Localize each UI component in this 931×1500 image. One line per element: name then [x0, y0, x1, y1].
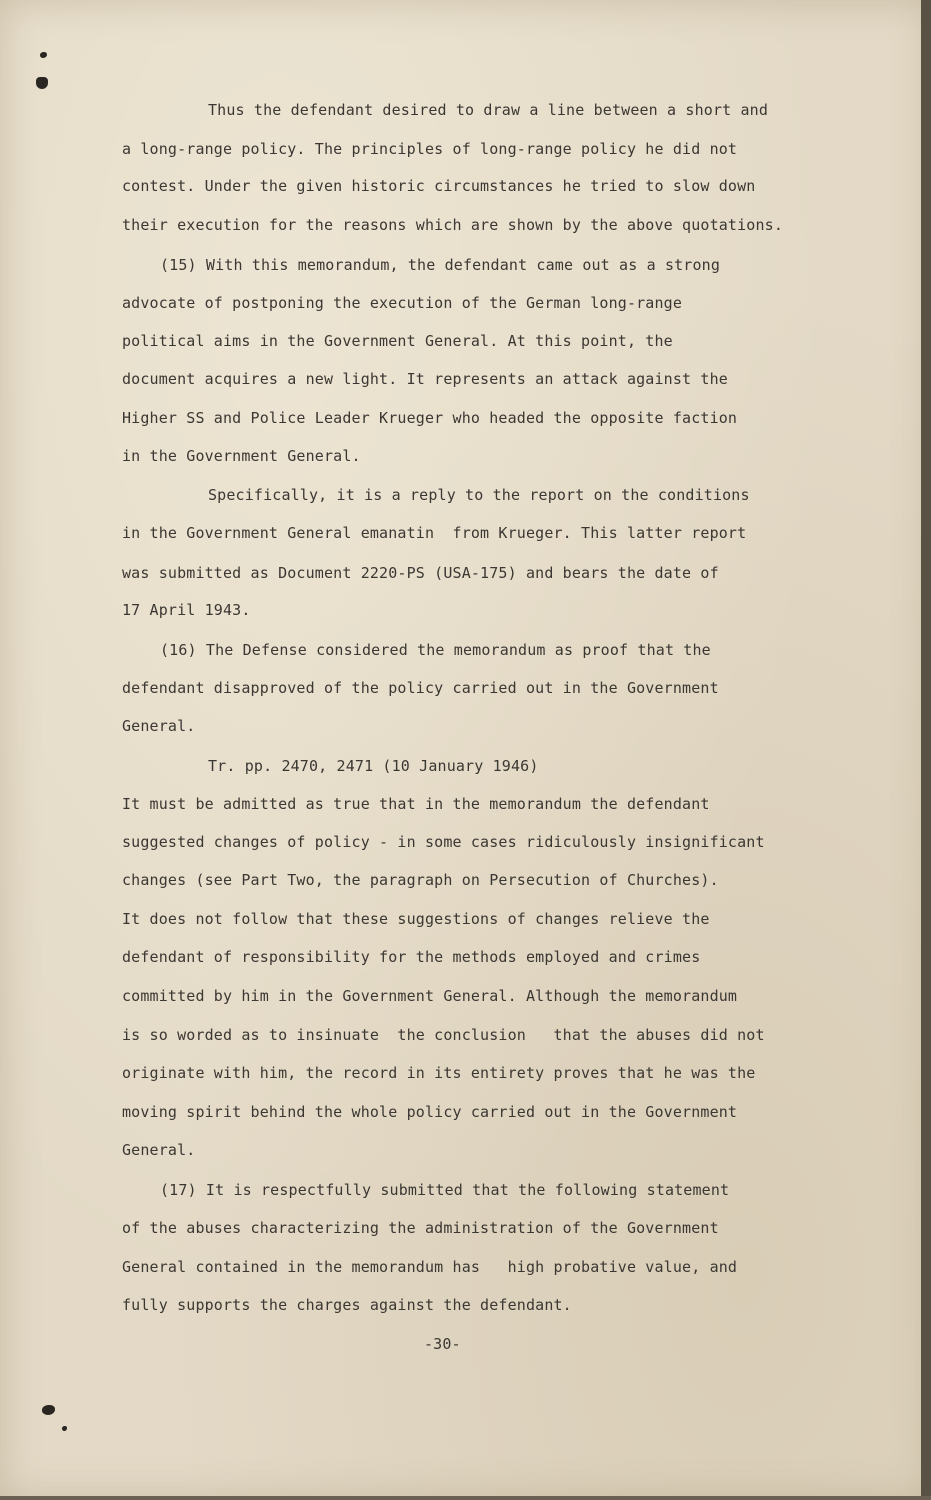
- text-line: (15) With this memorandum, the defendant came out as a strong: [160, 256, 721, 274]
- text-line: General contained in the memorandum has high probative value, and: [122, 1258, 738, 1276]
- text-line: 17 April 1943.: [122, 601, 251, 619]
- text-line: Specifically, it is a reply to the report on the conditions: [208, 486, 750, 504]
- text-line: (16) The Defense considered the memorandum as proof that the: [160, 641, 711, 659]
- text-line: advocate of postponing the execution of the German long-range: [122, 294, 683, 312]
- page-number: -30-: [424, 1335, 461, 1353]
- punch-mark-top-2: [36, 77, 48, 89]
- citation-line: Tr. pp. 2470, 2471 (10 January 1946): [208, 757, 539, 775]
- text-line: fully supports the charges against the defendant.: [122, 1296, 572, 1314]
- text-line: was submitted as Document 2220-PS (USA-175) and bears the date of: [122, 564, 719, 582]
- text-line: political aims in the Government General. At this point, the: [122, 332, 673, 350]
- text-line: is so worded as to insinuate the conclusion that the abuses did not: [122, 1026, 765, 1044]
- scan-edge-right: [921, 0, 931, 1500]
- text-line: moving spirit behind the whole policy carried out in the Government: [122, 1103, 738, 1121]
- text-line: suggested changes of policy - in some cases ridiculously insignificant: [122, 833, 765, 851]
- text-line: document acquires a new light. It represents an attack against the: [122, 370, 728, 388]
- text-line: Thus the defendant desired to draw a line between a short and: [208, 101, 769, 119]
- text-line: (17) It is respectfully submitted that the following statement: [160, 1181, 730, 1199]
- text-line: defendant of responsibility for the methods employed and crimes: [122, 948, 701, 966]
- text-line: their execution for the reasons which are shown by the above quotations.: [122, 216, 784, 234]
- text-line: defendant disapproved of the policy carried out in the Government: [122, 679, 719, 697]
- text-line: in the Government General emanatin from Krueger. This latter report: [122, 524, 747, 542]
- text-line: committed by him in the Government General. Although the memorandum: [122, 987, 738, 1005]
- scan-edge-bottom: [0, 1496, 931, 1500]
- text-line: a long-range policy. The principles of long-range policy he did not: [122, 140, 738, 158]
- text-line: It must be admitted as true that in the memorandum the defendant: [122, 795, 710, 813]
- text-line: Higher SS and Police Leader Krueger who headed the opposite faction: [122, 409, 738, 427]
- text-line: General.: [122, 1141, 196, 1159]
- text-line: contest. Under the given historic circumstances he tried to slow down: [122, 177, 756, 195]
- punch-mark-top-1: [40, 52, 47, 58]
- text-line: General.: [122, 717, 196, 735]
- punch-mark-bottom-1: [42, 1405, 55, 1415]
- text-line: originate with him, the record in its entirety proves that he was the: [122, 1064, 756, 1082]
- punch-mark-bottom-2: [62, 1426, 67, 1431]
- text-line: changes (see Part Two, the paragraph on Persecution of Churches).: [122, 871, 719, 889]
- text-line: of the abuses characterizing the administration of the Government: [122, 1219, 719, 1237]
- text-line: It does not follow that these suggestions of changes relieve the: [122, 910, 710, 928]
- text-line: in the Government General.: [122, 447, 361, 465]
